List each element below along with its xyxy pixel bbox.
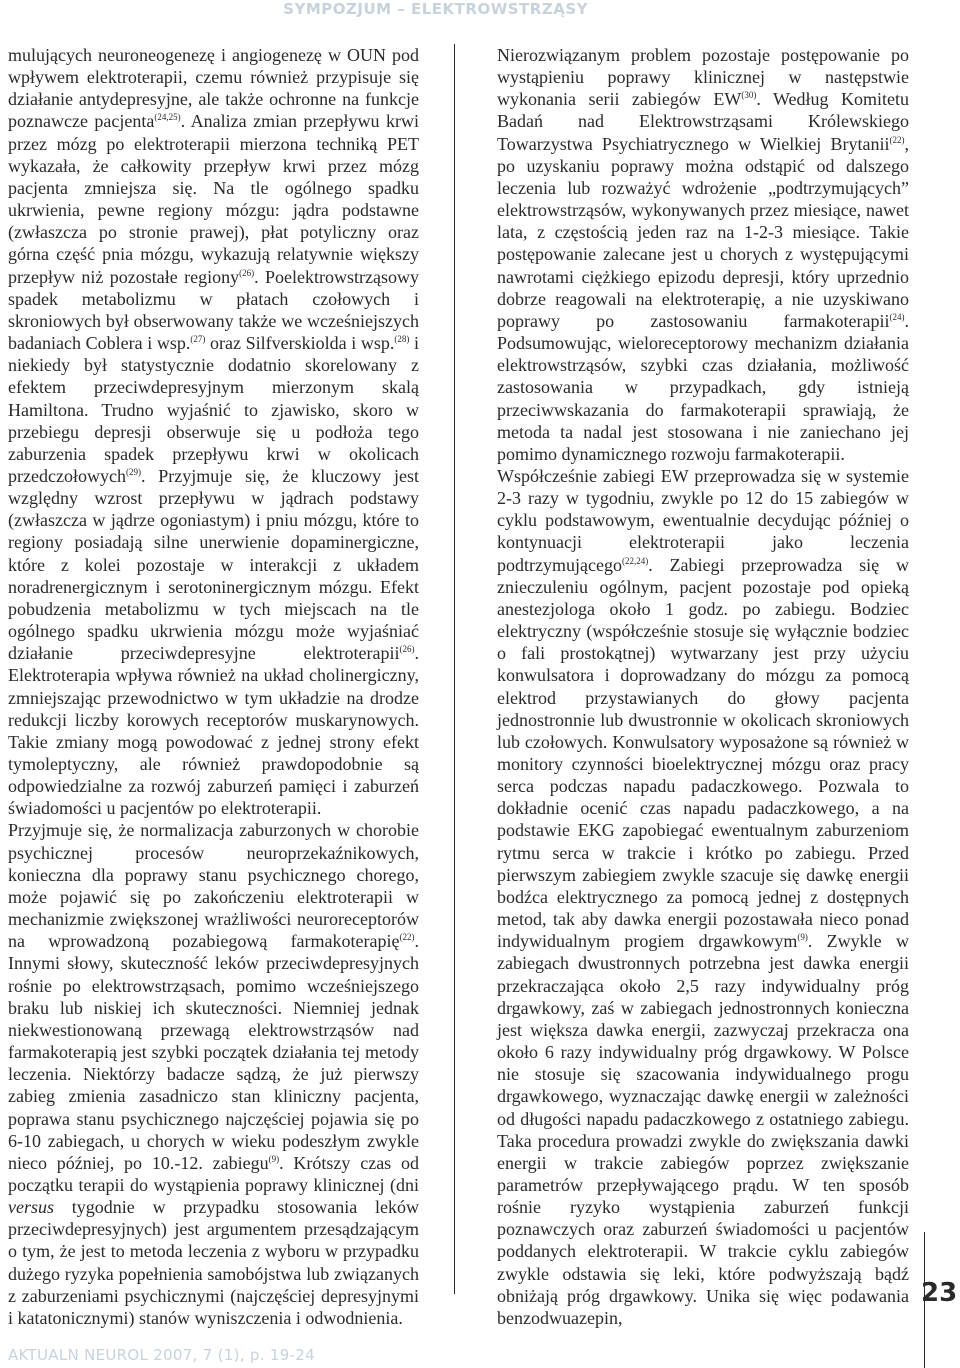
body-text: . Według Komitetu Badań nad Elektrowstrząsami Królewskiego Towarzystwa Psychiatrycznego w Wielkiej Brytanii [497,89,909,154]
citation-ref: (24,25) [154,112,181,123]
citation-ref: (9) [797,932,808,943]
body-text: . Zabiegi przeprowadza się w znieczuleniu ogólnym, pacjent pozostaje pod opieką anestezjologa około 1 godz. po zabiegu. Bodziec elektryczny (współcześnie stosuje się wyłącznie bodziec o fali prostokątnej) wytwarzany jest przy użyciu konwulsatora i doprowadzany do mózgu za pomocą elektrod przystawianych do głowy pacjenta jednostronnie lub dwustronnie w okolicach skroniowych lub czołowych. Konwulsatory wyposażone są również w monitory czynności bioelektrycznej mózgu oraz pracy serca podczas napadu padaczkowego. Pozwala to dokładnie ocenić czas napadu padaczkowego, a na podstawie EKG zapobiegać ewentualnym zaburzeniom rytmu serca w trakcie i krótko po zabiegu. Przed pierwszym zabiegiem zwykle szacuje się dawkę energii bodźca elektrycznego za pomocą jednej z dostępnych metod, tak aby dawka energii pozostawała nieco ponad indywidualnym progiem drgawkowym [497,554,909,952]
citation-ref: (30) [741,90,757,101]
body-text: tygodnie w przypadku stosowania leków przeciwdepresyjnych) jest argumentem przesądzającym o tym, że jest to metoda leczenia z wyboru w przypadku dużego ryzyka popełnienia samobójstwa lub związanych z zaburzeniami psychicznymi (najczęściej depresyjnymi i katatonicznymi) stanów wyniszczenia i odwodnienia. [8,1197,419,1328]
body-text: . Analiza zmian przepływu krwi przez mózg po elektroterapii mierzona techniką PET wykazała, że całkowity przepływ krwi przez mózg pacjenta zmniejsza się. Na tle ogólnego spadku ukrwienia, pewne regiony mózgu: jądra podstawne (zwłaszcza po stronie prawej), płat potyliczny oraz górna część pnia mózgu, wykazują relatywnie większy przepływ niż pozostałe regiony [8,111,419,287]
body-text: . Zwykle w zabiegach dwustronnych potrzebna jest dawka energii przekraczająca około 2,5 razy indywidualny próg drgawkowy, zaś w zabiegach jednostronnych konieczna jest większa dawka energii, zazwyczaj przekracza ona około 6 razy indywidualny próg drgawkowy. W Polsce nie stosuje się szacowania indywidualnego progu drgawkowego, wyznaczając dawkę energii w zależności od długości napadu padaczkowego z ostatniego zabiegu. Taka procedura prowadzi zwykle do zwiększania dawki energii w trakcie zabiegów poprzez zwiększanie parametrów przepływającego prądu. W ten sposób rośnie ryzyko wystąpienia zaburzeń funkcji poznawczych oraz zaburzeń świadomości u pacjentów poddanych elektroterapii. W trakcie cyklu zabiegów zwykle odstawia się leki, które podwyższają bądź obniżają próg drgawkowy. Unika się więc podawania benzodwuazepin, [497,931,909,1328]
body-text: . Przyjmuje się, że kluczowy jest względny wzrost przepływu w jądrach podstawy (zwłaszcza w jądrze ogoniastym) i pniu mózgu, które to regiony posiadają silne unerwienie dopaminergiczne, które z kolei pozostaje w interakcji z układem noradrenergicznym i serotoninergicznym mózgu. Efekt pobudzenia metabolizmu w tych miejscach na tle ogólnego spadku ukrwienia mózgu może wyjaśniać działanie przeciwdepresyjne elektroterapii [8,465,419,664]
body-text: oraz Silfverskiolda i wsp. [205,333,395,354]
body-text: . Podsumowując, wieloreceptorowy mechanizm działania elektrowstrząsów, szybki czas działania, możliwość zastosowania w przypadkach, gdy istnieją przeciwwskazania do farmakoterapii sprawiają, że metoda ta nadal jest stosowana i nie zaniechano jej pomimo dynamicznego rozwoju farmakoterapii. [497,310,909,464]
column-divider [454,44,455,1294]
body-text: . Krótszy czas od początku terapii do wystąpienia poprawy klinicznej (dni [8,1152,419,1195]
citation-ref: (27) [190,334,206,345]
citation-ref: (22) [399,932,415,943]
body-text: mulujących neuroneogenezę i angiogenezę w OUN pod wpływem elektroterapii, czemu również przypisuje się działanie antydepresyjne, ale także ochronne na funkcje poznawcze pacjenta [8,45,419,132]
body-text: Współcześnie zabiegi EW przeprowadza się w systemie 2-3 razy w tygodniu, zwykle po 12 do 15 zabiegów w cyklu podstawowym, ewentualnie decydując później o kontynuacji elektroterapii jako leczenia podtrzymującego [497,465,909,575]
citation-ref: (22) [889,134,905,145]
citation-ref: (22,24) [621,555,649,566]
body-paragraph [8,44,419,819]
body-text: i niekiedy był statystycznie dodatnio skorelowany z efektem przeciwdepresyjnym mierzonym skalą Hamiltona. Trudno wyjaśnić to zjawisko, skoro w przebiegu depresji obserwuje się u podłoża tego zaburzenia spadek przepływu krwi w okolicach przedczołowych [8,333,419,486]
citation-ref: (29) [125,466,141,477]
body-paragraph [497,44,909,465]
body-text: . Elektroterapia wpływa również na układ cholinergiczny, zmniejszając przewodnictwo w tym układzie na drodze redukcji liczby korowych receptorów muskarynowych. Takie zmiany mogą powodować z jednej strony efekt tymoleptyczny, ale również prawdopodobnie są odpowiedzialne za rozwój zaburzeń pamięci i zaburzeń świadomości u pacjentów po elektroterapii. [8,643,419,819]
body-paragraph [497,465,909,1329]
footer-citation: AKTUALN NEUROL 2007, 7 (1), p. 19-24 [8,1346,315,1364]
body-text: . Innymi słowy, skuteczność leków przeciwdepresyjnych rośnie po elektrowstrząsach, pomimo wcześniejszego braku lub niskiej ich skuteczności. Niemniej jednak niekwestionowaną przewagą elektrowstrząsów nad farmakoterapią jest szybki początek działania tej metody leczenia. Niektórzy badacze sądzą, że już pierwszy zabieg zmienia zasadniczo stan kliniczny pacjenta, poprawa stanu psychicznego najczęściej pojawia się po 6-10 zabiegach, u chorych w wieku podeszłym zwykle nieco później, po 10.-12. zabiegu [8,931,419,1173]
italic-term: versus [8,1197,54,1218]
citation-ref: (26) [239,267,255,278]
page-number: 23 [921,1278,958,1308]
body-text: . Poelektrowstrząsowy spadek metabolizmu w płatach czołowych i skroniowych był obserwowany także we wcześniejszych badaniach Coblera i wsp. [8,266,420,354]
body-text: , po uzyskaniu poprawy można odstąpić od dalszego leczenia lub rozważyć wdrożenie „podtrzymujących” elektrowstrząsów, wykonywanych przez miesiące, nawet lata, z częstością jeden raz na 1-2-3 miesiące. Takie postępowanie zalecane jest u chorych z występującymi nawrotami ciężkiego epizodu depresji, który uprzednio dobrze reagowali na elektroterapię, a nie uzyskiwano poprawy po zastosowaniu farmakoterapii [497,133,909,331]
left-column [8,44,419,1329]
citation-ref: (28) [394,334,410,345]
citation-ref: (9) [268,1153,280,1164]
citation-ref: (24) [889,311,905,322]
citation-ref: (26) [399,644,415,655]
body-text: Przyjmuje się, że normalizacja zaburzonych w chorobie psychicznej procesów neuroprzekaźnikowych, konieczna dla poprawy stanu psychicznego chorego, może pojawić się po zakończeniu elektroterapii w mechanizmie zwiększonej wrażliwości neuroreceptorów na wprowadzoną pozabiegową farmakoterapię [8,820,419,952]
running-header: SYMPOZJUM – ELEKTROWSTRZĄSY [283,0,588,18]
body-paragraph [8,819,419,1329]
body-text: Nierozwiązanym problem pozostaje postępowanie po wystąpieniu poprawy klinicznej w następstwie wykonania serii zabiegów EW [497,45,909,110]
right-column [497,44,909,1329]
